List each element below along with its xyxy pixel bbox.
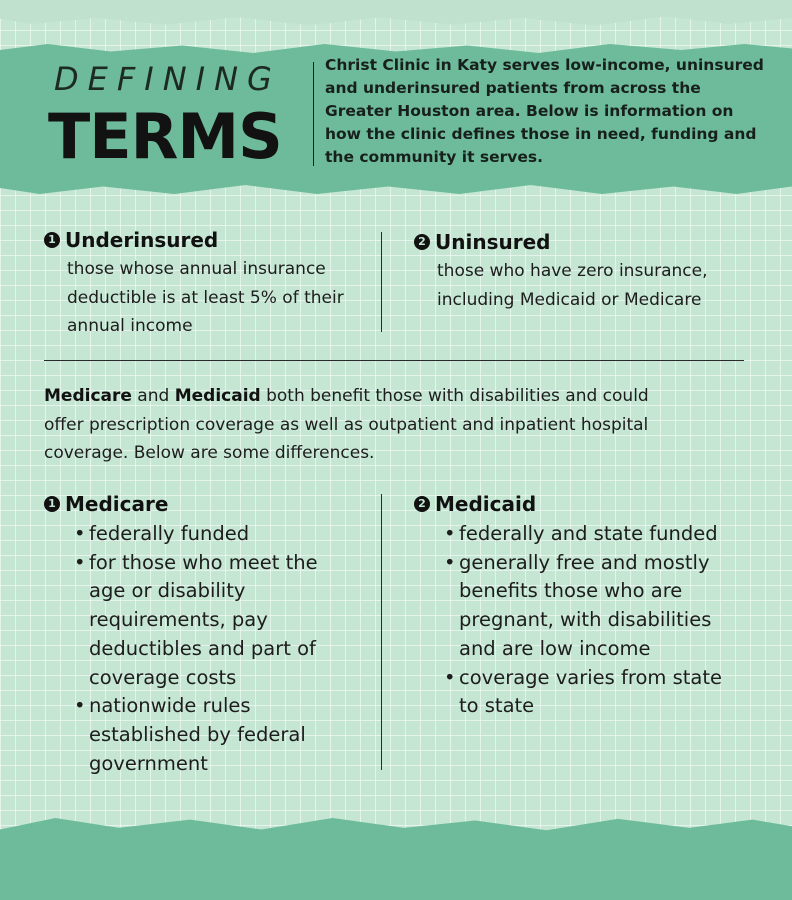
definition-term: Uninsured [435, 230, 551, 254]
list-item: • federally and state funded [444, 520, 724, 549]
comparison-term-medicaid: Medicaid [174, 386, 261, 406]
torn-paper-top [0, 0, 792, 30]
number-one-icon: 1 [44, 496, 60, 512]
header-kicker: DEFINING [54, 60, 281, 98]
header-title: TERMS [48, 100, 282, 173]
medicare-bullet-list [74, 520, 349, 778]
comparison-connector: and [131, 386, 175, 406]
definition-uninsured-title [414, 230, 550, 254]
number-one-icon: 1 [44, 232, 60, 248]
comparison-text: both benefit those with disabilities and could offer prescription coverage as well as outpatient and inpatient hospital coverage. Below are some differences. [44, 386, 649, 463]
footer-banner [0, 818, 792, 900]
number-two-icon: 2 [414, 496, 430, 512]
definition-underinsured-text: those whose annual insurance deductible is at least 5% of their annual income [67, 259, 344, 336]
program-medicaid-title [414, 492, 536, 516]
section-divider [44, 360, 744, 361]
list-item: • nationwide rules established by federal government [74, 692, 349, 778]
programs-divider [381, 494, 382, 770]
program-name: Medicare [65, 492, 169, 516]
definition-uninsured-text: those who have zero insurance, including Medicaid or Medicare [437, 261, 708, 310]
header-intro: Christ Clinic in Katy serves low-income, uninsured and underinsured patients from across the Greater Houston area. Below is information on how the clinic defines those in need, funding and the community it serves. [325, 56, 764, 166]
list-item: • for those who meet the age or disability requirements, pay deductibles and part of coverage costs [74, 549, 349, 693]
list-item: • federally funded [74, 520, 349, 549]
number-two-icon: 2 [414, 234, 430, 250]
list-item: • generally free and mostly benefits those who are pregnant, with disabilities and are low income [444, 549, 724, 664]
list-item: • coverage varies from state to state [444, 664, 724, 721]
program-medicare-title [44, 492, 168, 516]
definitions-divider [381, 232, 382, 332]
definition-underinsured-title [44, 228, 218, 252]
header-divider [313, 62, 314, 166]
comparison-term-medicare: Medicare [44, 386, 132, 406]
definition-term: Underinsured [65, 228, 219, 252]
program-name: Medicaid [435, 492, 537, 516]
comparison-paragraph [44, 382, 684, 468]
medicaid-bullet-list [444, 520, 724, 721]
